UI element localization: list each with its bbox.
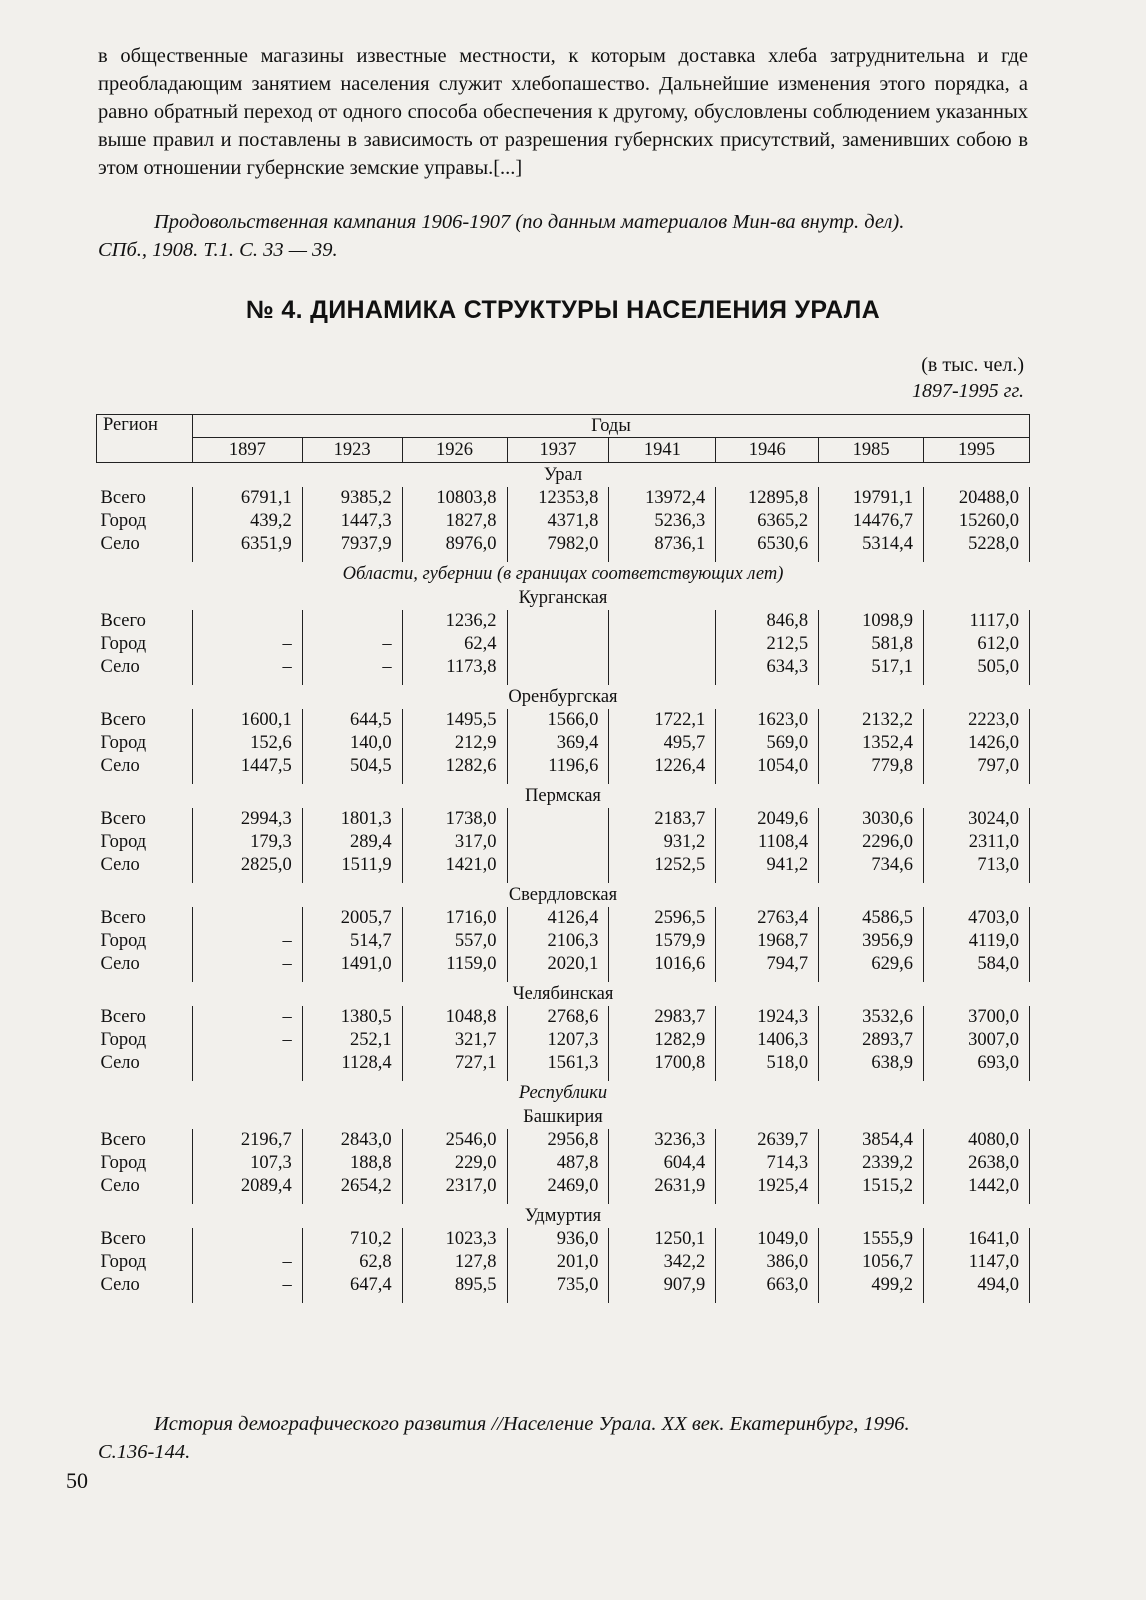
table-cell: 6365,2 — [716, 510, 819, 533]
table-cell: 252,1 — [302, 1029, 402, 1052]
table-row — [97, 1251, 1030, 1274]
table-cell: 9385,2 — [302, 487, 402, 510]
table-cell: 1380,5 — [302, 1006, 402, 1029]
row-label: Село — [100, 954, 140, 974]
table-row — [97, 633, 1030, 656]
table-cell: 2631,9 — [609, 1175, 716, 1204]
section-title: Курганская — [518, 587, 608, 608]
table-cell: 1196,6 — [507, 755, 609, 784]
table-cell: 3700,0 — [924, 1006, 1030, 1029]
year-header-1923: 1923 — [302, 438, 402, 463]
table-cell: – — [302, 633, 402, 656]
table-cell: 1016,6 — [609, 953, 716, 982]
table-cell: 2196,7 — [192, 1129, 302, 1152]
table-cell: 1561,3 — [507, 1052, 609, 1081]
section-title: Пермская — [525, 785, 601, 806]
table-cell: 3532,6 — [819, 1006, 924, 1029]
source-citation-2 — [98, 1410, 1028, 1466]
table-cell: 8736,1 — [609, 533, 716, 562]
table-cell: 4119,0 — [924, 930, 1030, 953]
table-cell: 2596,5 — [609, 907, 716, 930]
table-cell: 1738,0 — [402, 808, 507, 831]
table-cell: 13972,4 — [609, 487, 716, 510]
table-row — [97, 1228, 1030, 1251]
table-cell: 1495,5 — [402, 709, 507, 732]
table-cell: 518,0 — [716, 1052, 819, 1081]
table-cell: – — [192, 953, 302, 982]
table-cell: 2843,0 — [302, 1129, 402, 1152]
table-cell — [192, 610, 302, 633]
row-label: Село — [100, 1053, 140, 1073]
table-row — [97, 510, 1030, 533]
table-cell — [192, 907, 302, 930]
table-cell: 342,2 — [609, 1251, 716, 1274]
table-cell: 638,9 — [819, 1052, 924, 1081]
table-cell: 4586,5 — [819, 907, 924, 930]
table-cell: 846,8 — [716, 610, 819, 633]
table-row — [97, 1274, 1030, 1303]
table-cell: – — [192, 1251, 302, 1274]
unit-label: (в тыс. чел.) — [921, 354, 1024, 376]
row-label: Всего — [100, 1130, 146, 1150]
table-cell: 107,3 — [192, 1152, 302, 1175]
table-cell: 4703,0 — [924, 907, 1030, 930]
section-title: Свердловская — [508, 884, 618, 905]
table-cell: 1352,4 — [819, 732, 924, 755]
table-cell: 229,0 — [402, 1152, 507, 1175]
row-label: Всего — [100, 488, 146, 508]
table-cell: – — [302, 656, 402, 685]
table-cell: 4371,8 — [507, 510, 609, 533]
table-row — [97, 930, 1030, 953]
table-cell: 1207,3 — [507, 1029, 609, 1052]
table-cell: 1801,3 — [302, 808, 402, 831]
table-cell — [609, 610, 716, 633]
table-cell: 1722,1 — [609, 709, 716, 732]
table-cell: 1252,5 — [609, 854, 716, 883]
table-cell: 3024,0 — [924, 808, 1030, 831]
table-cell: 321,7 — [402, 1029, 507, 1052]
row-label: Город — [100, 634, 147, 654]
row-label: Город — [100, 931, 147, 951]
table-cell: 2983,7 — [609, 1006, 716, 1029]
table-cell: 487,8 — [507, 1152, 609, 1175]
table-cell: 779,8 — [819, 755, 924, 784]
year-header-1995: 1995 — [924, 438, 1030, 463]
group-label-respubliki: Республики — [518, 1082, 608, 1103]
table-cell: 1924,3 — [716, 1006, 819, 1029]
source-1-line-1: Продовольственная кампания 1906-1907 (по данным материалов Мин-ва внутр. дел). — [154, 211, 905, 233]
period-label: 1897-1995 гг. — [911, 380, 1024, 402]
section-title: Челябинская — [512, 983, 614, 1004]
table-cell: 2020,1 — [507, 953, 609, 982]
table-cell: 2469,0 — [507, 1175, 609, 1204]
table-cell: 1023,3 — [402, 1228, 507, 1251]
table-cell: 2339,2 — [819, 1152, 924, 1175]
table-cell: 62,8 — [302, 1251, 402, 1274]
table-cell: 12895,8 — [716, 487, 819, 510]
table-cell: 2654,2 — [302, 1175, 402, 1204]
document-title: № 4. ДИНАМИКА СТРУКТУРЫ НАСЕЛЕНИЯ УРАЛА — [245, 296, 880, 324]
table-cell: 140,0 — [302, 732, 402, 755]
table-row — [97, 1129, 1030, 1152]
table-cell: 2005,7 — [302, 907, 402, 930]
table-cell: 495,7 — [609, 732, 716, 755]
table-row — [97, 1152, 1030, 1175]
table-cell: 514,7 — [302, 930, 402, 953]
table-cell: 317,0 — [402, 831, 507, 854]
table-cell: 941,2 — [716, 854, 819, 883]
table-cell: 2311,0 — [924, 831, 1030, 854]
table-cell: 5236,3 — [609, 510, 716, 533]
table-row — [97, 487, 1030, 510]
table-cell: 212,5 — [716, 633, 819, 656]
table-cell: 2956,8 — [507, 1129, 609, 1152]
table-cell: 1226,4 — [609, 755, 716, 784]
table-cell: 1054,0 — [716, 755, 819, 784]
table-cell: – — [192, 1029, 302, 1052]
group-label-oblasti: Области, губернии (в границах соответствующих лет) — [342, 563, 784, 584]
row-label: Село — [100, 855, 140, 875]
table-cell: 2296,0 — [819, 831, 924, 854]
table-cell: 2763,4 — [716, 907, 819, 930]
table-cell: 3007,0 — [924, 1029, 1030, 1052]
table-cell: 289,4 — [302, 831, 402, 854]
table-cell: 569,0 — [716, 732, 819, 755]
table-row — [97, 709, 1030, 732]
source-2-line-2: С.136-144. — [98, 1441, 191, 1463]
table-cell: 2546,0 — [402, 1129, 507, 1152]
table-cell: 647,4 — [302, 1274, 402, 1303]
table-cell: 6791,1 — [192, 487, 302, 510]
table-cell: 5228,0 — [924, 533, 1030, 562]
table-cell: 1159,0 — [402, 953, 507, 982]
table-cell: – — [192, 1006, 302, 1029]
table-cell: 735,0 — [507, 1274, 609, 1303]
population-table — [96, 414, 1030, 1303]
table-cell: 1579,9 — [609, 930, 716, 953]
table-cell: 1421,0 — [402, 854, 507, 883]
table-cell — [192, 1052, 302, 1081]
row-label: Село — [100, 534, 140, 554]
table-cell: 499,2 — [819, 1274, 924, 1303]
table-cell: 644,5 — [302, 709, 402, 732]
row-label: Всего — [100, 1229, 146, 1249]
table-row — [97, 953, 1030, 982]
table-cell: 1108,4 — [716, 831, 819, 854]
row-label: Город — [100, 733, 147, 753]
table-cell: 557,0 — [402, 930, 507, 953]
table-cell: 1968,7 — [716, 930, 819, 953]
table-cell: 629,6 — [819, 953, 924, 982]
table-cell: 713,0 — [924, 854, 1030, 883]
intro-paragraph: в общественные магазины известные местности, к которым доставка хлеба затруднительна и где преобладающим занятием населения служит хлебопашество. Дальнейшие изменения этого порядка, а равно обратный переход от одного способа обеспечения к другому, обусловлены соблюдением указанных выше правил и поставлены в зависимость от разрешения губернских присутствий, заменивших собою в этом отношении губернские земские управы.[...] — [98, 45, 1028, 179]
table-cell: – — [192, 1274, 302, 1303]
table-cell: 1282,9 — [609, 1029, 716, 1052]
table-cell: 1056,7 — [819, 1251, 924, 1274]
table-cell: 931,2 — [609, 831, 716, 854]
years-header: Годы — [192, 415, 1029, 438]
table-cell: 4080,0 — [924, 1129, 1030, 1152]
table-cell: 201,0 — [507, 1251, 609, 1274]
table-cell: 1623,0 — [716, 709, 819, 732]
table-cell: 936,0 — [507, 1228, 609, 1251]
year-header-1897: 1897 — [192, 438, 302, 463]
table-cell: 1147,0 — [924, 1251, 1030, 1274]
table-cell: 19791,1 — [819, 487, 924, 510]
table-cell: 1406,3 — [716, 1029, 819, 1052]
table-row — [97, 533, 1030, 562]
table-cell: 1700,8 — [609, 1052, 716, 1081]
table-cell: 1555,9 — [819, 1228, 924, 1251]
table-row — [97, 808, 1030, 831]
table-cell: 15260,0 — [924, 510, 1030, 533]
table-cell: 604,4 — [609, 1152, 716, 1175]
row-label: Всего — [100, 710, 146, 730]
row-label: Село — [100, 1176, 140, 1196]
table-cell: 663,0 — [716, 1274, 819, 1303]
table-cell: 1442,0 — [924, 1175, 1030, 1204]
table-cell — [302, 610, 402, 633]
table-cell: 127,8 — [402, 1251, 507, 1274]
table-cell: 1236,2 — [402, 610, 507, 633]
table-cell: 5314,4 — [819, 533, 924, 562]
table-cell: 797,0 — [924, 755, 1030, 784]
table-cell: 8976,0 — [402, 533, 507, 562]
region-header: Регион — [97, 415, 193, 463]
table-cell: 2893,7 — [819, 1029, 924, 1052]
year-header-1926: 1926 — [402, 438, 507, 463]
table-row — [97, 831, 1030, 854]
table-cell: 2089,4 — [192, 1175, 302, 1204]
year-header-1946: 1946 — [716, 438, 819, 463]
table-cell: 895,5 — [402, 1274, 507, 1303]
table-cell: 1515,2 — [819, 1175, 924, 1204]
table-cell: 907,9 — [609, 1274, 716, 1303]
table-cell: 152,6 — [192, 732, 302, 755]
table-cell: 693,0 — [924, 1052, 1030, 1081]
table-cell — [609, 656, 716, 685]
table-cell: 727,1 — [402, 1052, 507, 1081]
table-cell: 2768,6 — [507, 1006, 609, 1029]
table-cell: 2317,0 — [402, 1175, 507, 1204]
row-label: Всего — [100, 611, 146, 631]
row-label: Город — [100, 1030, 147, 1050]
table-cell: 10803,8 — [402, 487, 507, 510]
table-cell — [507, 808, 609, 831]
table-cell: 4126,4 — [507, 907, 609, 930]
table-cell: 714,3 — [716, 1152, 819, 1175]
table-cell: 369,4 — [507, 732, 609, 755]
row-label: Город — [100, 1252, 147, 1272]
table-cell: 7982,0 — [507, 533, 609, 562]
row-label: Село — [100, 1275, 140, 1295]
table-cell: 584,0 — [924, 953, 1030, 982]
table-cell: 179,3 — [192, 831, 302, 854]
table-cell: – — [192, 633, 302, 656]
table-cell: 517,1 — [819, 656, 924, 685]
table-cell — [507, 610, 609, 633]
table-cell: 212,9 — [402, 732, 507, 755]
table-cell: 1426,0 — [924, 732, 1030, 755]
table-cell: 505,0 — [924, 656, 1030, 685]
row-label: Город — [100, 511, 147, 531]
table-cell: 1128,4 — [302, 1052, 402, 1081]
table-row — [97, 1052, 1030, 1081]
table-cell: 1827,8 — [402, 510, 507, 533]
row-label: Всего — [100, 1007, 146, 1027]
table-row — [97, 907, 1030, 930]
table-cell: 1447,5 — [192, 755, 302, 784]
table-cell: 3956,9 — [819, 930, 924, 953]
table-cell — [507, 633, 609, 656]
table-cell: 6351,9 — [192, 533, 302, 562]
table-cell: 1250,1 — [609, 1228, 716, 1251]
table-cell: 1049,0 — [716, 1228, 819, 1251]
page-number: 50 — [66, 1468, 88, 1493]
table-cell: 710,2 — [302, 1228, 402, 1251]
table-cell: 2183,7 — [609, 808, 716, 831]
source-2-line-1: История демографического развития //Население Урала. XX век. Екатеринбург, 1996. — [154, 1413, 910, 1435]
table-cell: 1447,3 — [302, 510, 402, 533]
section-title: Урал — [543, 464, 583, 485]
table-row — [97, 1029, 1030, 1052]
table-cell — [192, 1228, 302, 1251]
row-label: Всего — [100, 809, 146, 829]
table-cell: 1641,0 — [924, 1228, 1030, 1251]
table-cell: 1048,8 — [402, 1006, 507, 1029]
table-cell: 2049,6 — [716, 808, 819, 831]
table-cell: 1600,1 — [192, 709, 302, 732]
table-cell: 504,5 — [302, 755, 402, 784]
table-cell: 1925,4 — [716, 1175, 819, 1204]
year-header-1937: 1937 — [507, 438, 609, 463]
table-cell: 3854,4 — [819, 1129, 924, 1152]
row-label: Город — [100, 832, 147, 852]
table-cell: 3236,3 — [609, 1129, 716, 1152]
table-cell — [507, 854, 609, 883]
table-row — [97, 755, 1030, 784]
table-cell: 1117,0 — [924, 610, 1030, 633]
table-cell: 386,0 — [716, 1251, 819, 1274]
table-cell: 2639,7 — [716, 1129, 819, 1152]
table-cell: – — [192, 656, 302, 685]
row-label: Город — [100, 1153, 147, 1173]
table-row — [97, 854, 1030, 883]
year-header-1941: 1941 — [609, 438, 716, 463]
table-cell — [507, 656, 609, 685]
year-header-1985: 1985 — [819, 438, 924, 463]
section-title: Оренбургская — [508, 686, 618, 707]
table-cell: 494,0 — [924, 1274, 1030, 1303]
table-cell: 1173,8 — [402, 656, 507, 685]
table-cell: 612,0 — [924, 633, 1030, 656]
table-cell: 2223,0 — [924, 709, 1030, 732]
table-cell: 12353,8 — [507, 487, 609, 510]
source-1-line-2: СПб., 1908. Т.1. С. 33 — 39. — [98, 239, 338, 261]
table-cell: – — [192, 930, 302, 953]
table-cell: 2106,3 — [507, 930, 609, 953]
table-cell: 6530,6 — [716, 533, 819, 562]
table-cell: 3030,6 — [819, 808, 924, 831]
table-cell: 7937,9 — [302, 533, 402, 562]
table-cell: 2994,3 — [192, 808, 302, 831]
table-cell: 2825,0 — [192, 854, 302, 883]
table-cell: 1566,0 — [507, 709, 609, 732]
table-row — [97, 656, 1030, 685]
table-cell: 188,8 — [302, 1152, 402, 1175]
table-cell — [507, 831, 609, 854]
table-cell: 62,4 — [402, 633, 507, 656]
section-title: Удмуртия — [524, 1205, 602, 1226]
table-cell: 794,7 — [716, 953, 819, 982]
table-cell: 734,6 — [819, 854, 924, 883]
source-citation-1 — [98, 208, 1028, 264]
table-cell: 1511,9 — [302, 854, 402, 883]
table-cell: 439,2 — [192, 510, 302, 533]
table-cell: 581,8 — [819, 633, 924, 656]
table-cell: 2638,0 — [924, 1152, 1030, 1175]
table-row — [97, 610, 1030, 633]
table-cell — [609, 633, 716, 656]
table-cell: 1098,9 — [819, 610, 924, 633]
table-cell: 14476,7 — [819, 510, 924, 533]
row-label: Село — [100, 756, 140, 776]
table-row — [97, 1175, 1030, 1204]
table-cell: 1716,0 — [402, 907, 507, 930]
section-title: Башкирия — [523, 1106, 603, 1127]
table-row — [97, 1006, 1030, 1029]
table-cell: 20488,0 — [924, 487, 1030, 510]
table-cell: 2132,2 — [819, 709, 924, 732]
table-cell: 1282,6 — [402, 755, 507, 784]
row-label: Село — [100, 657, 140, 677]
table-cell: 634,3 — [716, 656, 819, 685]
row-label: Всего — [100, 908, 146, 928]
table-row — [97, 732, 1030, 755]
table-cell: 1491,0 — [302, 953, 402, 982]
